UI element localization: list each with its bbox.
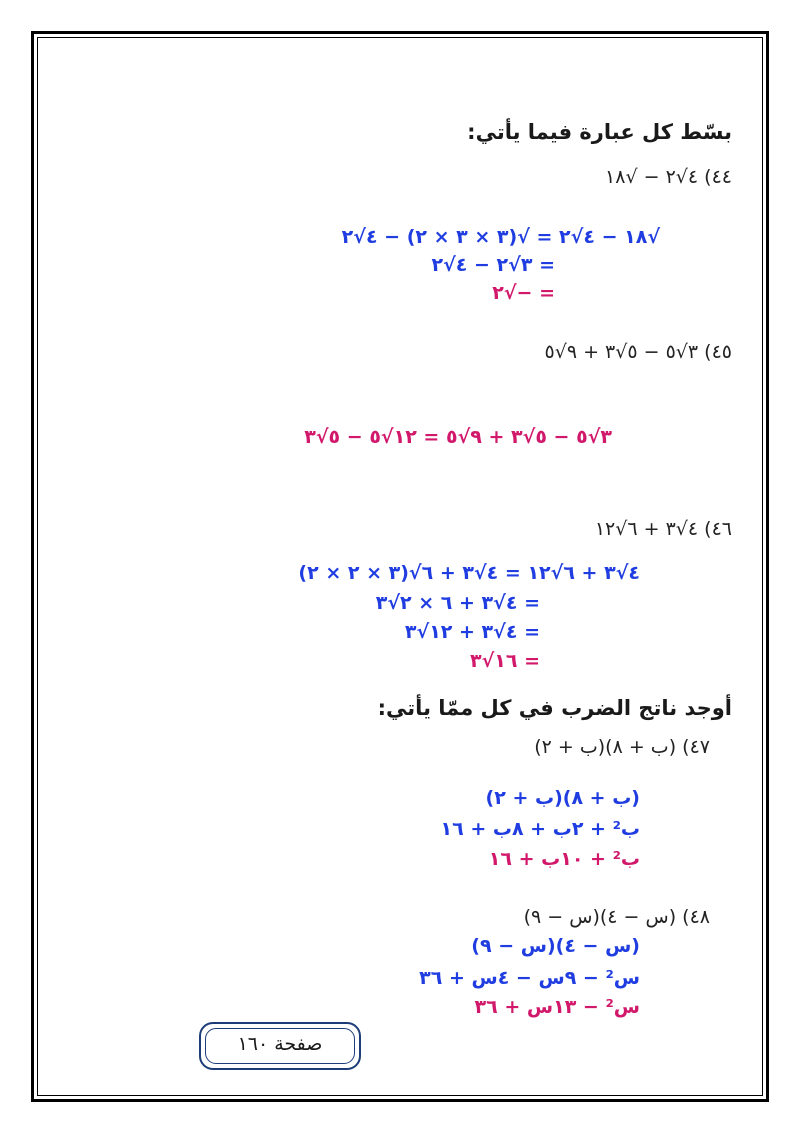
problem-48-answer: س² − ١٣س + ٣٦ bbox=[474, 996, 640, 1018]
problem-46-answer: = ١٦√٣ bbox=[469, 650, 540, 672]
problem-45-answer: ٣√٥ − ٥√٣ + ٩√٥ = ١٢√٥ − ٥√٣ bbox=[304, 426, 612, 448]
problem-44-label: ٤٤) ٤√٢ − √١٨ bbox=[605, 166, 732, 188]
problem-47-answer: ب² + ١٠ب + ١٦ bbox=[488, 848, 640, 870]
problem-44-step-1: √١٨ − ٤√٢ = √(٣ × ٣ × ٢) − ٤√٢ bbox=[341, 226, 660, 248]
problem-48-label: ٤٨) (س − ٤)(س − ٩) bbox=[523, 906, 710, 928]
problem-48-step-2: س² − ٩س − ٤س + ٣٦ bbox=[419, 967, 640, 989]
section-heading-simplify: بسّط كل عبارة فيما يأتي: bbox=[467, 120, 732, 144]
page-number-badge bbox=[199, 1022, 361, 1070]
problem-45-label: ٤٥) ٣√٥ − ٥√٣ + ٩√٥ bbox=[544, 341, 732, 363]
problem-44-step-2: = ٣√٢ − ٤√٢ bbox=[431, 254, 555, 276]
page-number-label: صفحة ١٦٠ bbox=[237, 1033, 323, 1055]
problem-46-step-1: ٤√٣ + ٦√١٢ = ٤√٣ + ٦√(٣ × ٢ × ٢) bbox=[298, 562, 640, 584]
problem-47-step-1: (ب + ٨)(ب + ٢) bbox=[485, 787, 640, 809]
section-heading-multiply: أوجد ناتج الضرب في كل ممّا يأتي: bbox=[377, 696, 732, 720]
problem-47-label: ٤٧) (ب + ٨)(ب + ٢) bbox=[534, 736, 710, 758]
problem-48-step-1: (س − ٤)(س − ٩) bbox=[471, 935, 640, 957]
problem-46-step-2: = ٤√٣ + ٦ × ٢√٣ bbox=[375, 592, 540, 614]
problem-46-label: ٤٦) ٤√٣ + ٦√١٢ bbox=[594, 518, 732, 540]
problem-46-step-3: = ٤√٣ + ١٢√٣ bbox=[404, 621, 540, 643]
problem-44-answer: = −√٢ bbox=[492, 282, 555, 304]
problem-47-step-2: ب² + ٢ب + ٨ب + ١٦ bbox=[440, 818, 640, 840]
